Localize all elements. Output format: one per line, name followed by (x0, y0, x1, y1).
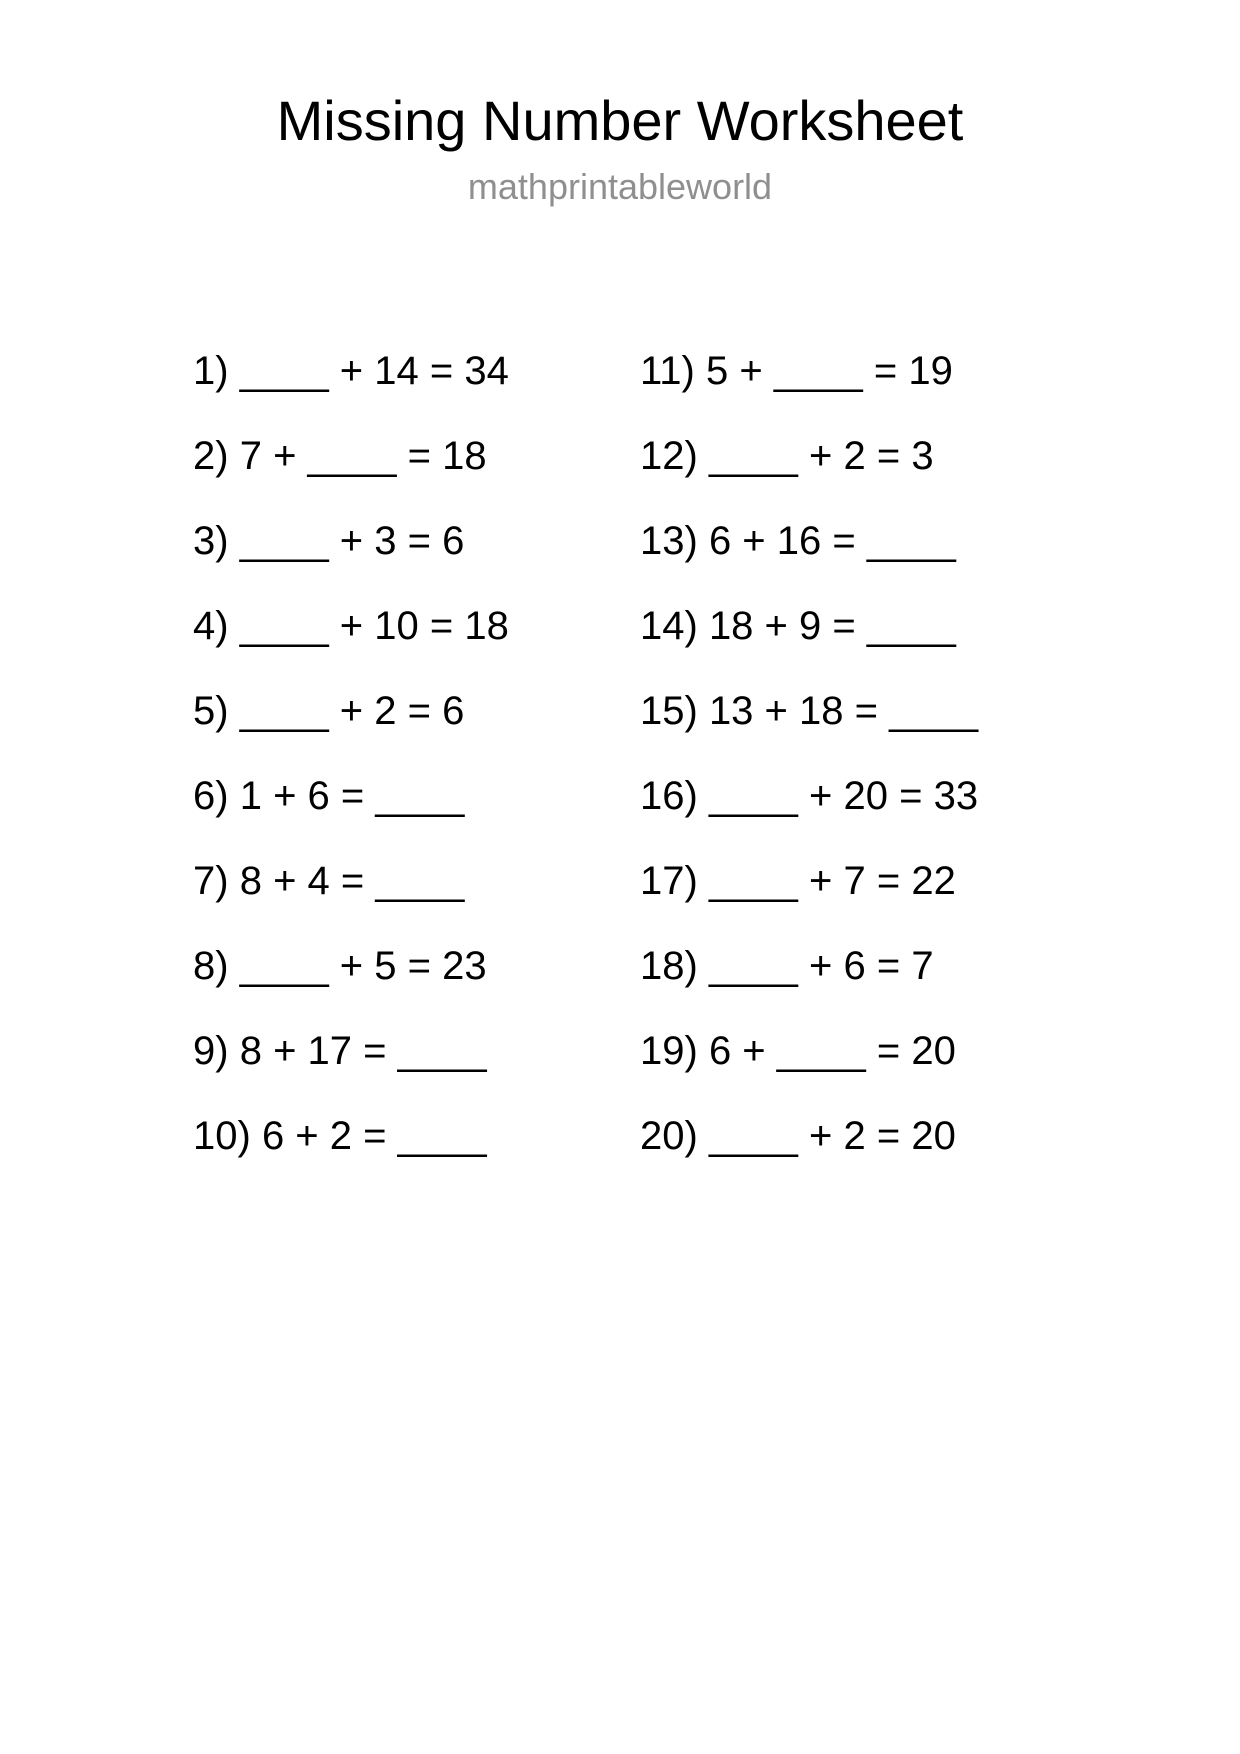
problem-row (640, 772, 1240, 820)
problem-number: 18) (640, 944, 698, 989)
problem-row (193, 1112, 640, 1160)
problem-expression: ____ + 5 = 23 (239, 944, 487, 989)
problem-number: 19) (640, 1029, 698, 1074)
problem-number: 5) (193, 689, 229, 734)
answer-blank: ____ (397, 1029, 487, 1074)
problem-number: 8) (193, 944, 229, 989)
problem-expression: 8 + 4 = ____ (239, 859, 465, 904)
answer-blank: ____ (708, 434, 798, 479)
problem-row (640, 432, 1240, 480)
problems-grid (0, 347, 1240, 1160)
problem-row (193, 772, 640, 820)
problem-number: 11) (640, 349, 695, 394)
problem-expression: ____ + 2 = 20 (708, 1114, 956, 1159)
problem-number: 1) (193, 349, 229, 394)
answer-blank: ____ (307, 434, 397, 479)
problem-number: 15) (640, 689, 698, 734)
problem-expression: ____ + 7 = 22 (708, 859, 956, 904)
answer-blank: ____ (239, 349, 329, 394)
answer-blank: ____ (776, 1029, 866, 1074)
problem-row (193, 1027, 640, 1075)
problem-expression: ____ + 6 = 7 (708, 944, 934, 989)
problem-number: 12) (640, 434, 698, 479)
problem-row (640, 857, 1240, 905)
answer-blank: ____ (239, 604, 329, 649)
problem-expression: 5 + ____ = 19 (705, 349, 953, 394)
problems-column-left (193, 347, 640, 1160)
problem-expression: 7 + ____ = 18 (239, 434, 487, 479)
problem-row (640, 687, 1240, 735)
answer-blank: ____ (375, 774, 465, 819)
answer-blank: ____ (866, 519, 956, 564)
problem-expression: ____ + 2 = 3 (708, 434, 934, 479)
problem-row (193, 857, 640, 905)
answer-blank: ____ (773, 349, 863, 394)
answer-blank: ____ (708, 1114, 798, 1159)
problem-row (640, 1027, 1240, 1075)
problem-row (193, 602, 640, 650)
problem-number: 16) (640, 774, 698, 819)
problem-expression: ____ + 3 = 6 (239, 519, 465, 564)
problem-row (640, 1112, 1240, 1160)
problem-row (193, 517, 640, 565)
problem-row (640, 602, 1240, 650)
problem-row (193, 942, 640, 990)
problem-number: 10) (193, 1114, 251, 1159)
problem-number: 9) (193, 1029, 229, 1074)
problem-row (640, 517, 1240, 565)
answer-blank: ____ (375, 859, 465, 904)
problem-expression: 6 + 2 = ____ (261, 1114, 487, 1159)
answer-blank: ____ (708, 774, 798, 819)
problem-expression: ____ + 20 = 33 (708, 774, 979, 819)
answer-blank: ____ (239, 519, 329, 564)
problem-expression: 6 + ____ = 20 (708, 1029, 956, 1074)
problem-number: 3) (193, 519, 229, 564)
problem-expression: ____ + 14 = 34 (239, 349, 509, 394)
problem-number: 17) (640, 859, 698, 904)
page-title: Missing Number Worksheet (276, 89, 964, 152)
answer-blank: ____ (239, 689, 329, 734)
answer-blank: ____ (708, 944, 798, 989)
answer-blank: ____ (239, 944, 329, 989)
problem-number: 6) (193, 774, 229, 819)
worksheet-header (0, 0, 1240, 208)
page-subtitle: mathprintableworld (467, 166, 773, 207)
problem-row (640, 942, 1240, 990)
problem-expression: 8 + 17 = ____ (239, 1029, 487, 1074)
answer-blank: ____ (889, 689, 979, 734)
problem-expression: ____ + 2 = 6 (239, 689, 465, 734)
answer-blank: ____ (397, 1114, 487, 1159)
problem-expression: 18 + 9 = ____ (708, 604, 956, 649)
problems-column-right (640, 347, 1240, 1160)
problem-expression: 13 + 18 = ____ (708, 689, 979, 734)
answer-blank: ____ (708, 859, 798, 904)
problem-number: 20) (640, 1114, 698, 1159)
problem-number: 13) (640, 519, 698, 564)
problem-number: 7) (193, 859, 229, 904)
problem-row (193, 432, 640, 480)
problem-row (193, 687, 640, 735)
problem-expression: 6 + 16 = ____ (708, 519, 956, 564)
problem-row (640, 347, 1240, 395)
problem-row (193, 347, 640, 395)
problem-expression: ____ + 10 = 18 (239, 604, 509, 649)
problem-number: 2) (193, 434, 229, 479)
answer-blank: ____ (866, 604, 956, 649)
problem-expression: 1 + 6 = ____ (239, 774, 465, 819)
problem-number: 4) (193, 604, 229, 649)
problem-number: 14) (640, 604, 698, 649)
